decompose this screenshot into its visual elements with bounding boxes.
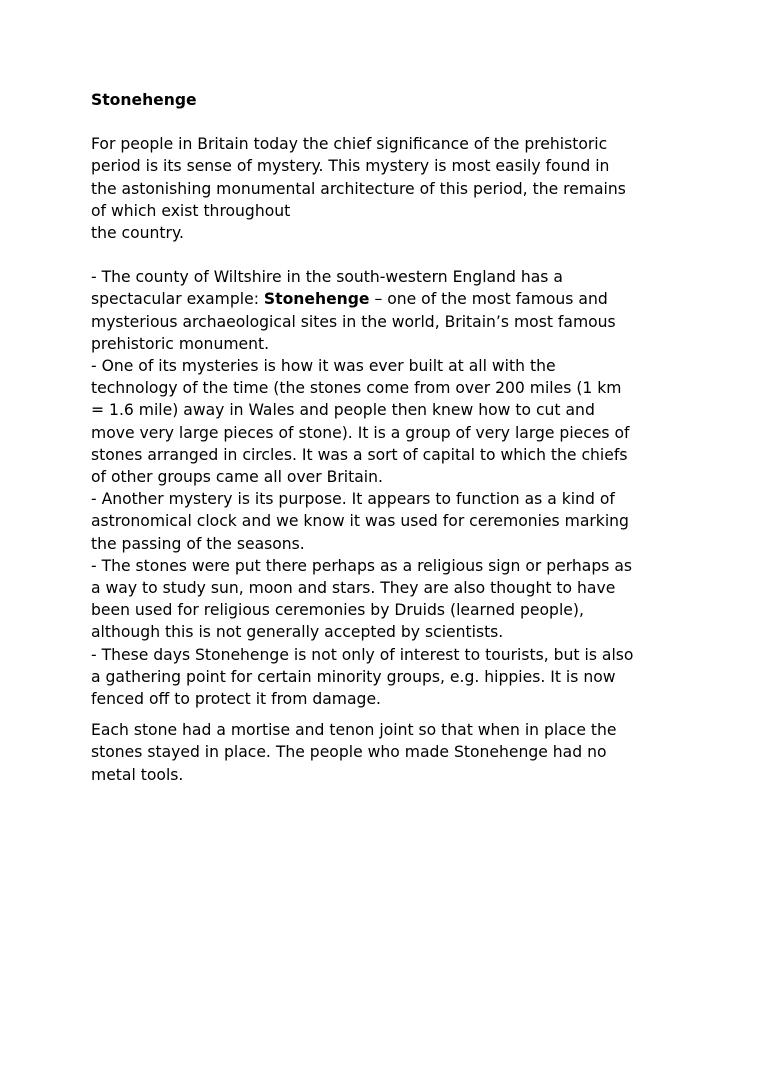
bullet-line: = 1.6 mile) away in Wales and people then knew how to cut and [91,401,595,420]
intro-line: of which exist throughout [91,201,291,220]
intro-line: the country. [91,224,184,243]
intro-line: For people in Britain today the chief significance of the prehistoric [91,135,608,154]
bullet-line: - These days Stonehenge is not only of interest to tourists, but is also [91,645,634,664]
closing-paragraph [91,719,681,786]
bullet-line-with-emphasis [91,288,681,310]
bullet-paragraph-wiltshire [91,266,681,355]
closing-line: stones stayed in place. The people who made Stonehenge had no [91,743,607,762]
bullet-paragraph-today [91,644,681,711]
bullet-line: a gathering point for certain minority groups, e.g. hippies. It is now [91,667,616,686]
bullet-line: a way to study sun, moon and stars. They are also thought to have [91,579,616,598]
bullet-line: although this is not generally accepted by scientists. [91,623,504,642]
paragraph-spacer [91,710,681,719]
bullet-paragraph-construction [91,355,681,488]
intro-paragraph [91,133,681,244]
bullet-text: spectacular example: [91,290,264,309]
bullet-text: – one of the most famous and [369,290,608,309]
bullet-line: prehistoric monument. [91,334,270,353]
closing-line: metal tools. [91,765,184,784]
bullet-line: been used for religious ceremonies by Druids (learned people), [91,601,584,620]
paragraph-spacer [91,244,681,266]
bullet-line: the passing of the seasons. [91,534,305,553]
bullet-line: move very large pieces of stone). It is a group of very large pieces of [91,423,630,442]
bullet-line: technology of the time (the stones come from over 200 miles (1 km [91,379,622,398]
stonehenge-emphasis: Stonehenge [263,290,370,309]
bullet-line: stones arranged in circles. It was a sort of capital to which the chiefs [91,445,628,464]
bullet-line: - Another mystery is its purpose. It appears to function as a kind of [91,490,615,509]
intro-line: the astonishing monumental architecture of this period, the remains [91,179,626,198]
document-title: Stonehenge [91,91,197,109]
bullet-paragraph-religious [91,555,681,644]
document-page [91,89,681,786]
bullet-paragraph-purpose [91,488,681,555]
bullet-line: - One of its mysteries is how it was ever built at all with the [91,357,556,376]
bullet-line: mysterious archaeological sites in the world, Britain’s most famous [91,312,616,331]
intro-line: period is its sense of mystery. This mystery is most easily found in [91,157,610,176]
bullet-line: - The stones were put there perhaps as a religious sign or perhaps as [91,556,632,575]
bullet-line: of other groups came all over Britain. [91,468,383,487]
closing-line: Each stone had a mortise and tenon joint so that when in place the [91,721,617,740]
bullet-line: - The county of Wiltshire in the south-western England has a [91,268,563,287]
bullet-line: fenced off to protect it from damage. [91,690,381,709]
bullet-line: astronomical clock and we know it was used for ceremonies marking [91,512,629,531]
